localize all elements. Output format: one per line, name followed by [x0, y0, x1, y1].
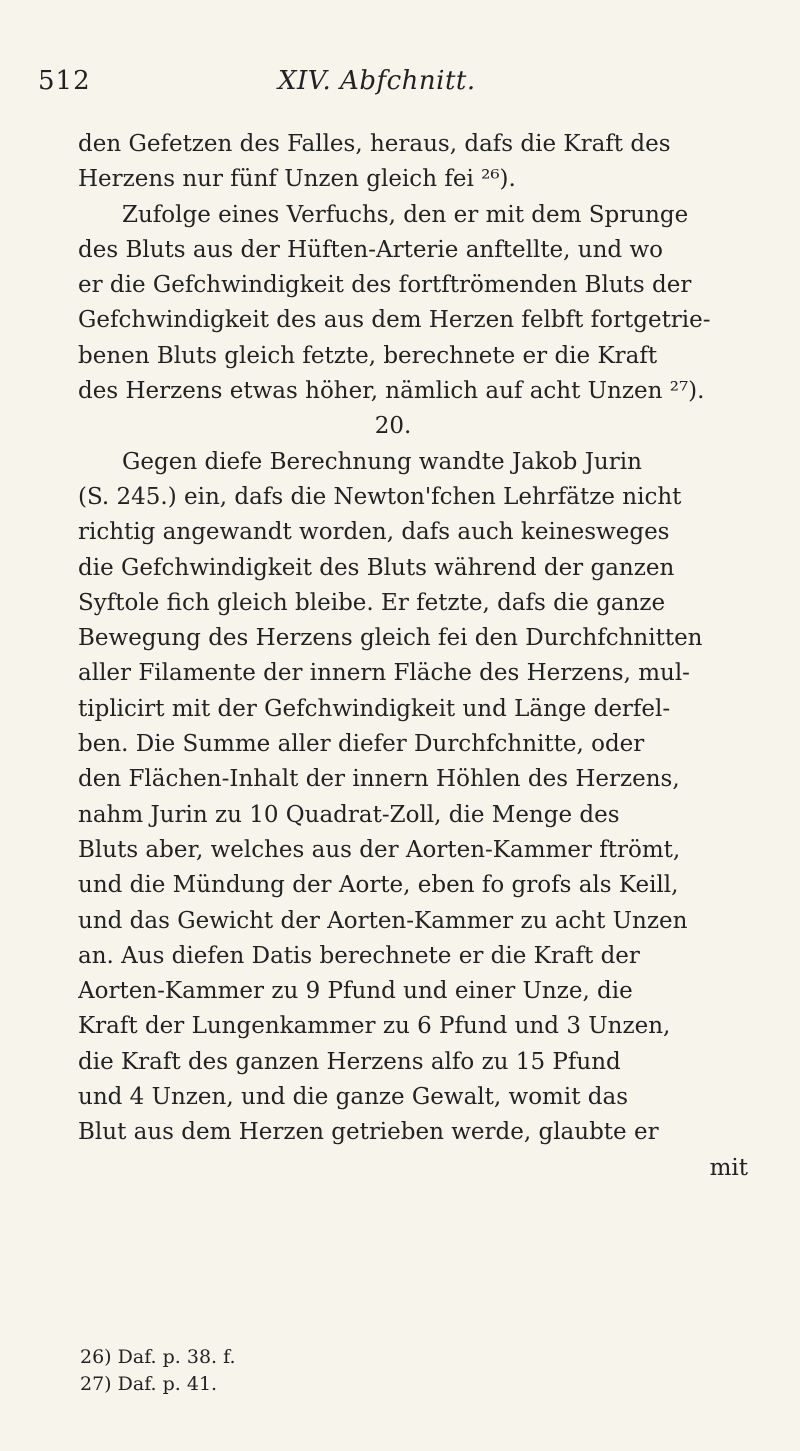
text-line: (S. 245.) ein, dafs die Newton'fchen Lehrfätze nicht — [78, 483, 682, 510]
text-line: 20. — [374, 413, 412, 440]
text-line: die Gefchwindigkeit des Bluts während der ganzen — [78, 554, 675, 581]
footnote: 26) Daf. p. 38. f. — [80, 1346, 236, 1368]
page-number: 512 — [38, 66, 91, 96]
text-line: Aorten-Kammer zu 9 Pfund und einer Unze, die — [78, 978, 633, 1005]
text-line: er die Gefchwindigkeit des fortftrömenden Bluts der — [78, 272, 692, 299]
text-line: die Kraft des ganzen Herzens alfo zu 15 Pfund — [78, 1048, 621, 1075]
text-line: und das Gewicht der Aorten-Kammer zu acht Unzen — [78, 907, 688, 934]
text-line: den Gefetzen des Falles, heraus, dafs die Kraft des — [78, 131, 671, 157]
text-line: richtig angewandt worden, dafs auch keinesweges — [78, 519, 670, 546]
page-header — [38, 66, 760, 106]
text-line: tiplicirt mit der Gefchwindigkeit und Länge derfel- — [78, 695, 671, 722]
text-line: des Bluts aus der Hüften-Arterie anftellte, und wo — [78, 236, 663, 263]
text-line: Bewegung des Herzens gleich fei den Durchfchnitten — [78, 625, 703, 652]
footnote: 27) Daf. p. 41. — [80, 1373, 218, 1395]
text-line: nahm Jurin zu 10 Quadrat-Zoll, die Menge des — [78, 801, 620, 828]
text-line: Syftole fich gleich bleibe. Er fetzte, dafs die ganze — [78, 589, 666, 616]
footnotes — [80, 1344, 480, 1398]
body-text — [78, 127, 748, 1186]
text-line: und die Mündung der Aorte, eben fo grofs als Keill, — [78, 872, 679, 899]
running-head: XIV. Abfchnitt. — [278, 66, 476, 96]
text-line: Zufolge eines Verfuchs, den er mit dem Sprunge — [122, 201, 689, 228]
text-line: Gegen diefe Berechnung wandte Jakob Jurin — [122, 448, 642, 475]
text-line: Herzens nur fünf Unzen gleich fei ²⁶). — [78, 166, 516, 193]
text-line: ben. Die Summe aller diefer Durchfchnitte, oder — [78, 731, 645, 758]
text-line: und 4 Unzen, und die ganze Gewalt, womit das — [78, 1084, 629, 1111]
text-line: an. Aus diefen Datis berechnete er die Kraft der — [78, 942, 640, 969]
text-line: den Flächen-Inhalt der innern Höhlen des Herzens, — [78, 766, 680, 793]
text-line: aller Filamente der innern Fläche des Herzens, mul- — [78, 660, 690, 687]
text-line: mit — [709, 1154, 748, 1181]
text-line: benen Bluts gleich fetzte, berechnete er die Kraft — [78, 342, 658, 369]
text-line: Gefchwindigkeit des aus dem Herzen felbft fortgetrie- — [78, 307, 711, 334]
text-line: des Herzens etwas höher, nämlich auf acht Unzen ²⁷). — [78, 378, 705, 405]
text-line: Blut aus dem Herzen getrieben werde, glaubte er — [78, 1119, 659, 1146]
text-line: Kraft der Lungenkammer zu 6 Pfund und 3 Unzen, — [78, 1013, 671, 1040]
text-line: Bluts aber, welches aus der Aorten-Kammer ftrömt, — [78, 836, 681, 863]
